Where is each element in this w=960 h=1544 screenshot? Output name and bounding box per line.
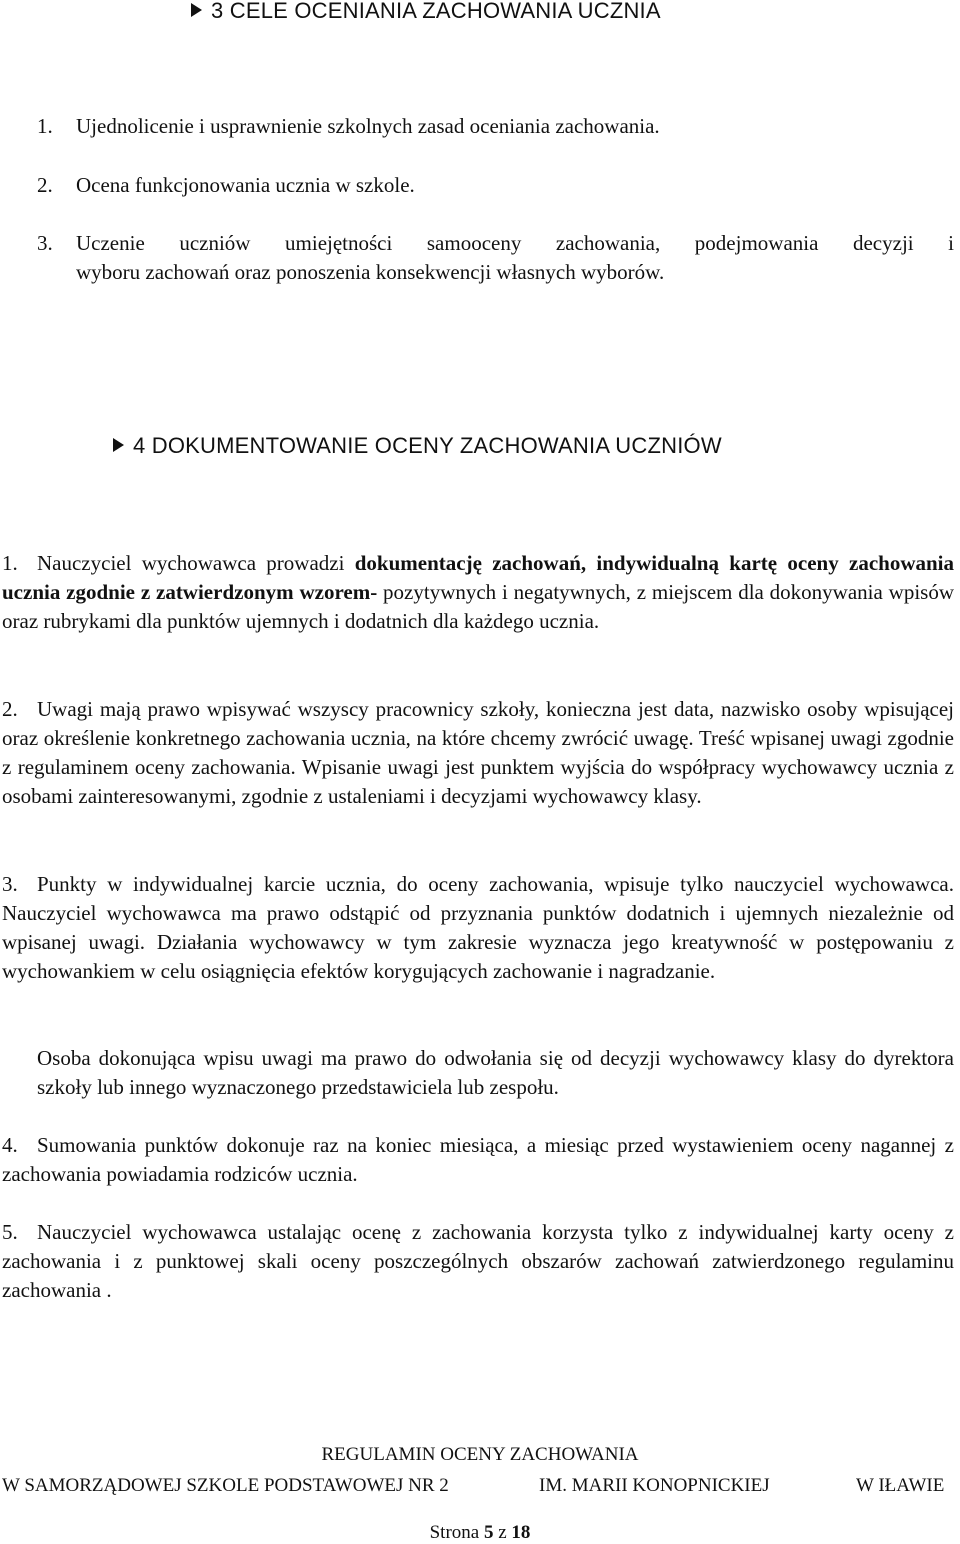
list-item-text-line1: Uczenie uczniów umiejętności samooceny zachowania, podejmowania decyzji i — [76, 231, 954, 255]
paragraph-number: 4. — [2, 1133, 18, 1157]
footer-title: REGULAMIN OCENY ZACHOWANIA — [321, 1444, 639, 1465]
paragraph-1 — [2, 549, 954, 636]
arrow-bullet-icon — [113, 438, 124, 452]
paragraph-number: 1. — [2, 551, 18, 575]
paragraph-number: 2. — [2, 697, 18, 721]
paragraph-text: Punkty w indywidualnej karcie ucznia, do oceny zachowania, wpisuje tylko nauczyciel wychowawca. Nauczyciel wychowawca ma prawo odstąpić od przyznania punktów dodatnich i ujemnych niezależnie od wpisanej uwagi. Działania wychowawcy w tym zakresie wyznacza jego kreatywność w postępowaniu z wychowankiem w celu osiągnięcia efektów korygujących zachowanie i nagradzanie. — [2, 872, 954, 983]
page-label: Strona — [429, 1522, 480, 1543]
section-4-number: 4 — [133, 433, 146, 458]
paragraph-number: 3. — [2, 872, 18, 896]
paragraph-text: Uwagi mają prawo wpisywać wszyscy pracownicy szkoły, konieczna jest data, nazwisko osoby wpisującej oraz określenie konkretnego zachowania ucznia, na które chcemy zwrócić uwagę. Treść wpisanej uwagi zgodnie z regulaminem oceny zachowania. Wpisanie uwagi jest punktem wyjścia do współpracy wychowawcy ucznia z osobami zainteresowanymi, zgodnie z ustaleniami i decyzjami wychowawcy klasy. — [2, 697, 954, 808]
paragraph-3-continuation — [37, 1044, 954, 1102]
paragraph-5 — [2, 1218, 954, 1305]
paragraph-2 — [2, 695, 954, 811]
page-total: 18 — [511, 1522, 531, 1543]
footer-school-name: W SAMORZĄDOWEJ SZKOLE PODSTAWOWEJ NR 2 — [2, 1475, 449, 1496]
paragraph-bold-text: dokumentację zachowań, indywidualną kartę oceny zachowania ucznia zgodnie z zatwierdzonym wzorem- — [2, 551, 954, 604]
page-of: z — [498, 1522, 507, 1543]
footer-town: W IŁAWIE — [856, 1475, 945, 1496]
list-item-text-line2: wyboru zachowań oraz ponoszenia konsekwencji własnych wyborów. — [76, 260, 665, 284]
section-3-number: 3 — [211, 0, 224, 23]
page-number — [0, 1522, 960, 1544]
list-item-number: 1. — [37, 114, 53, 138]
paragraph-text-end: pozytywnych i negatywnych, z miejscem dla dokonywania wpisów oraz rubrykami dla punktów ujemnych i dodatnich dla każdego ucznia. — [2, 580, 954, 633]
list-item-number: 2. — [37, 173, 53, 197]
section-3-heading — [191, 0, 661, 24]
list-item-number: 3. — [37, 231, 53, 255]
footer-patron: IM. MARII KONOPNICKIEJ — [539, 1475, 770, 1496]
arrow-bullet-icon — [191, 3, 202, 17]
section-4-heading — [113, 433, 722, 459]
section-3-title: CELE OCENIANIA ZACHOWANIA UCZNIA — [229, 0, 661, 23]
paragraph-text: Nauczyciel wychowawca ustalając ocenę z zachowania korzysta tylko z indywidualnej karty oceny z zachowania i z punktowej skali oceny poszczególnych obszarów zachowań zatwierdzonego regulaminu zachowania . — [2, 1220, 954, 1302]
paragraph-number: 5. — [2, 1220, 18, 1244]
page-current: 5 — [483, 1522, 494, 1543]
list-item-text: Ocena funkcjonowania ucznia w szkole. — [76, 173, 415, 197]
list-item-text: Ujednolicenie i usprawnienie szkolnych zasad oceniania zachowania. — [76, 114, 660, 138]
paragraph-3 — [2, 870, 954, 986]
paragraph-4 — [2, 1131, 954, 1189]
paragraph-text: Osoba dokonująca wpisu uwagi ma prawo do odwołania się od decyzji wychowawcy klasy do dyrektora szkoły lub innego wyznaczonego przedstawiciela lub zespołu. — [37, 1046, 954, 1099]
paragraph-text: Nauczyciel wychowawca prowadzi — [37, 551, 355, 575]
paragraph-text: Sumowania punktów dokonuje raz na koniec miesiąca, a miesiąc przed wystawieniem oceny nagannej z zachowania powiadamia rodziców ucznia. — [2, 1133, 954, 1186]
section-4-title: DOKUMENTOWANIE OCENY ZACHOWANIA UCZNIÓW — [151, 433, 722, 458]
